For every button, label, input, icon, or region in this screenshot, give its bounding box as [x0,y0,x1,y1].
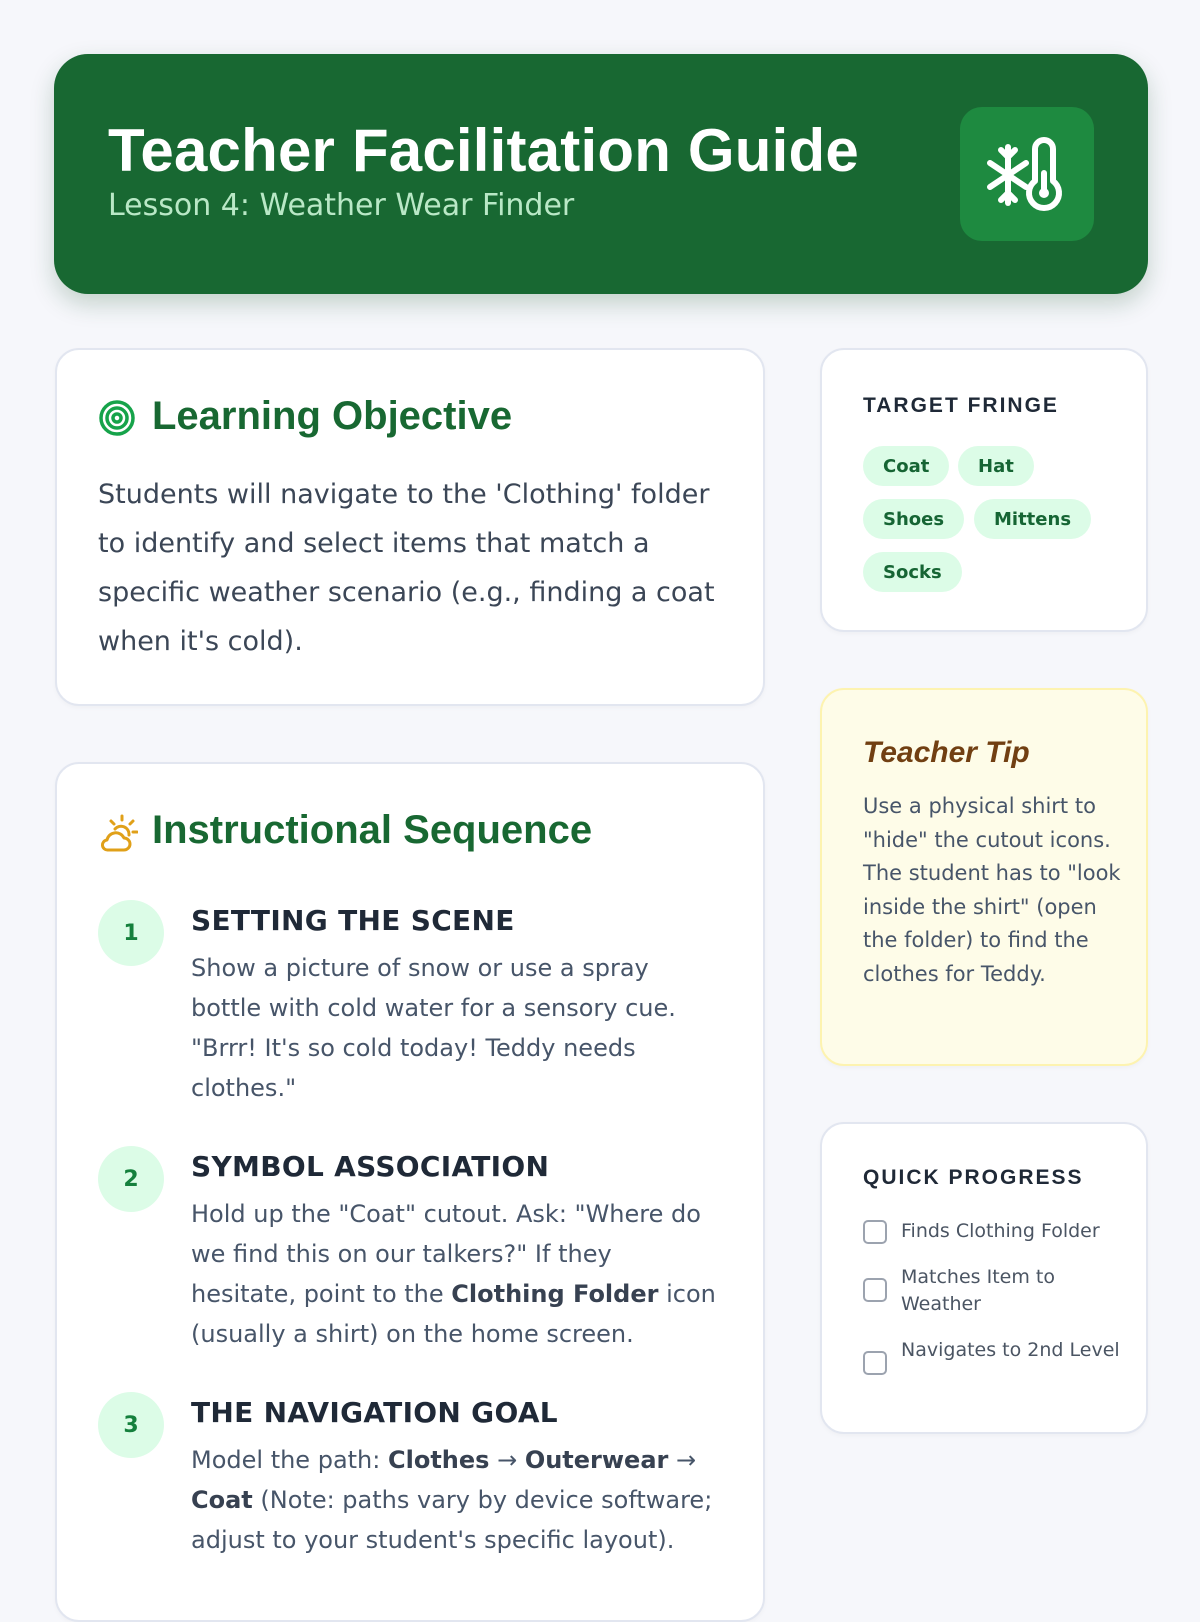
progress-item-label: Navigates to 2nd Level [901,1339,1120,1361]
instructional-sequence-card [55,762,765,1622]
fringe-chip[interactable]: Socks [863,552,962,592]
progress-checkbox[interactable] [863,1220,887,1244]
path-arrow: → [668,1446,697,1474]
fringe-chip[interactable]: Hat [958,446,1034,486]
step-description [191,1440,721,1560]
path-step: Coat [191,1486,253,1514]
path-step: Clothes [387,1446,490,1474]
sequence-step [98,1392,728,1572]
target-fringe-heading: TARGET FRINGE [863,394,1059,417]
step-number: 3 [98,1392,164,1458]
path-arrow: → [489,1446,525,1474]
sun-cloud-icon [98,814,138,854]
page-title: Teacher Facilitation Guide [108,117,859,184]
teacher-tip-card [820,688,1148,1066]
progress-checkbox[interactable] [863,1278,887,1302]
teacher-tip-text: Use a physical shirt to "hide" the cutout icons. The student has to "look inside the shirt" (open the folder) to find the clothes for Teddy. [863,794,1121,986]
step-text: Model the path: [191,1446,388,1474]
target-icon [98,399,136,437]
step-text: (Note: paths vary by device software; adjust to your student's specific layout). [191,1486,713,1554]
header-badge [960,107,1094,241]
learning-objective-heading: Learning Objective [152,394,513,438]
fringe-chip[interactable]: Shoes [863,499,964,539]
learning-objective-card [55,348,765,706]
progress-checkbox[interactable] [863,1351,887,1375]
page-header [54,54,1148,294]
snow-thermometer-icon [986,133,1068,215]
step-title: SYMBOL ASSOCIATION [191,1150,550,1183]
quick-progress-card [820,1122,1148,1434]
progress-item[interactable] [863,1264,1123,1320]
progress-item[interactable] [863,1218,1123,1248]
sequence-step [98,1146,728,1356]
teacher-tip-title: Teacher Tip [863,736,1030,769]
step-number: 1 [98,900,164,966]
quick-progress-heading: QUICK PROGRESS [863,1166,1084,1189]
target-fringe-card [820,348,1148,632]
step-description: Show a picture of snow or use a spray bottle with cold water for a sensory cue. "Brrr! It's so cold today! Teddy needs clothes." [191,954,676,1102]
fringe-chip[interactable]: Mittens [974,499,1091,539]
fringe-chip[interactable]: Coat [863,446,949,486]
instructional-sequence-heading: Instructional Sequence [152,808,593,852]
step-title: SETTING THE SCENE [191,904,515,937]
step-text: Hold up the "Coat" cutout. Ask: "Where do we find this on our talkers?" If they hesitate, point to the [191,1200,701,1308]
path-step: Outerwear [524,1446,669,1474]
learning-objective-text: Students will navigate to the 'Clothing' folder to identify and select items that match a specific weather scenario (e.g., finding a coat when it's cold). [98,479,715,657]
progress-item[interactable] [863,1337,1123,1393]
progress-item-label: Finds Clothing Folder [901,1220,1100,1242]
step-description [191,1194,721,1354]
step-highlight: Clothing Folder [451,1280,659,1308]
lesson-subtitle: Lesson 4: Weather Wear Finder [108,188,575,223]
sequence-step [98,900,728,1110]
step-number: 2 [98,1146,164,1212]
step-text: icon (usually a shirt) on the home screen. [191,1280,716,1348]
step-title: THE NAVIGATION GOAL [191,1396,558,1429]
progress-item-label: Matches Item to Weather [901,1266,1055,1315]
